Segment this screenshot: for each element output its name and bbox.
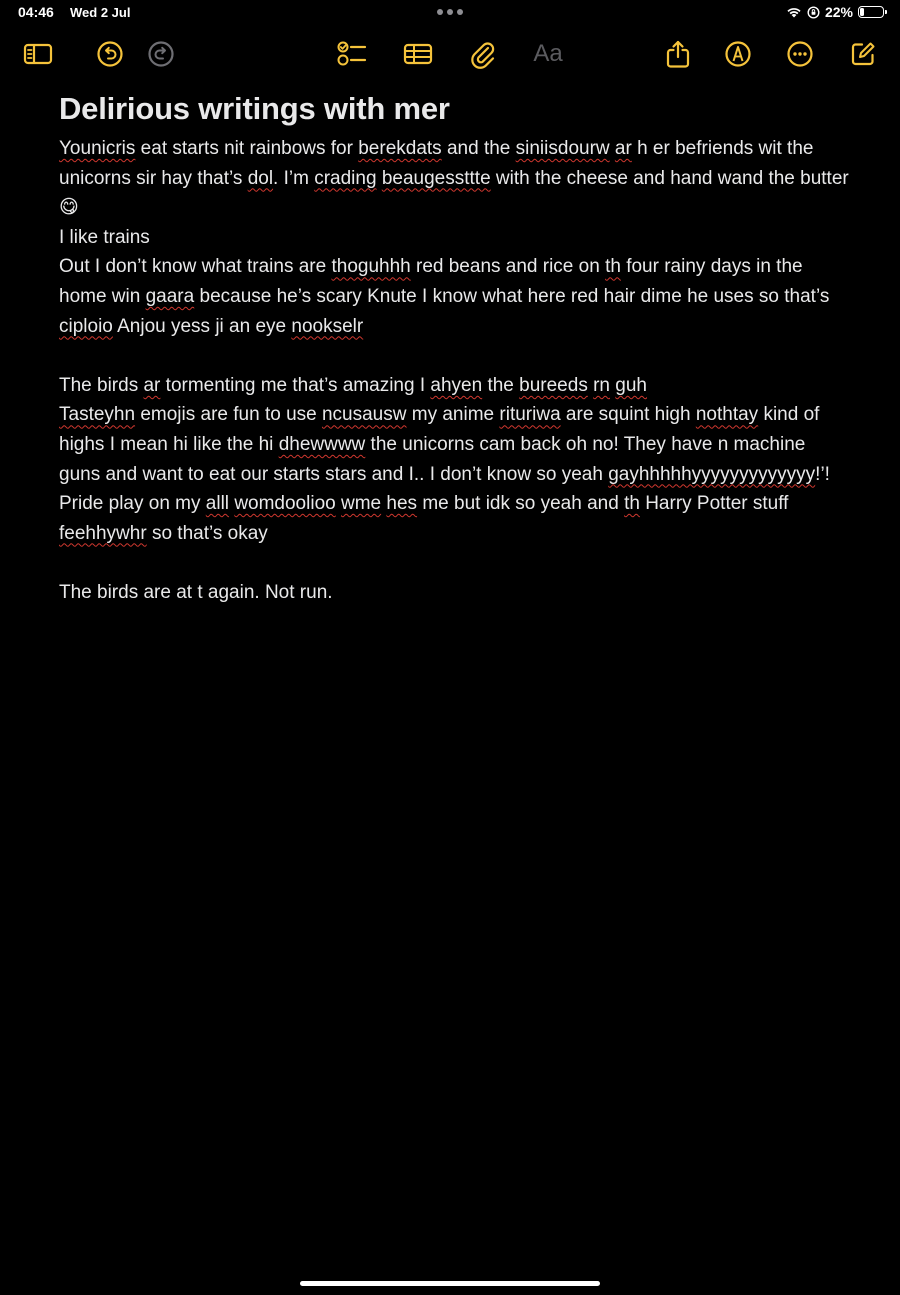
- note-text: are squint high: [560, 404, 696, 426]
- undo-icon: [96, 40, 124, 68]
- format-icon: Aa: [533, 40, 563, 67]
- note-text: because he’s scary Knute I know what here red hair dime he uses so that’s: [194, 285, 830, 307]
- note-paragraph[interactable]: [59, 341, 849, 371]
- note-text: h er befriends wit the unicorns sir hay that’s: [59, 138, 814, 189]
- misspelled-word: gaara: [145, 285, 195, 307]
- misspelled-word: ahyen: [430, 374, 483, 396]
- misspelled-word: Tasteyhn: [59, 404, 136, 426]
- note-title[interactable]: Delirious writings with mer: [59, 91, 450, 126]
- share-icon: [665, 39, 691, 69]
- note-text: kind of highs I mean hi like the hi: [59, 404, 820, 455]
- checklist-icon: [336, 40, 368, 68]
- misspelled-word: ciploio: [59, 315, 113, 337]
- note-text: and the: [441, 138, 516, 159]
- misspelled-word: dhewwww: [278, 433, 366, 455]
- note-paragraph[interactable]: [59, 548, 849, 578]
- misspelled-word: beaugessttte: [381, 167, 491, 189]
- misspelled-word: womdoolioo: [234, 493, 336, 515]
- misspelled-word: feehhywhr: [59, 522, 147, 544]
- misspelled-word: bureeds: [519, 374, 588, 396]
- note-paragraph[interactable]: [59, 371, 849, 401]
- note-text: with the cheese and hand wand the butter 😋: [59, 167, 849, 219]
- battery-icon: [858, 6, 884, 18]
- misspelled-word: th: [624, 493, 640, 515]
- note-text: the: [482, 374, 520, 396]
- note-paragraph[interactable]: [59, 578, 849, 608]
- note-text: Out I don’t know what trains are: [59, 256, 332, 278]
- note-editor[interactable]: [59, 88, 849, 608]
- battery-level: [860, 8, 864, 16]
- misspelled-word: guh: [615, 374, 647, 396]
- note-text: emojis are fun to use: [135, 404, 322, 426]
- misspelled-word: rn: [593, 374, 611, 396]
- note-text: eat starts nit rainbows for: [135, 138, 359, 159]
- misspelled-word: ncusausw: [321, 404, 407, 426]
- note-text: my anime: [406, 404, 500, 426]
- paperclip-icon: [468, 39, 496, 69]
- table-button[interactable]: [400, 36, 436, 72]
- redo-button[interactable]: [143, 36, 179, 72]
- misspelled-word: ar: [614, 138, 632, 159]
- misspelled-word: dol: [247, 167, 274, 189]
- attachment-button[interactable]: [464, 36, 500, 72]
- compose-icon: [849, 40, 877, 68]
- sidebar-button[interactable]: [20, 36, 56, 72]
- misspelled-word: ar: [143, 374, 161, 396]
- multitasking-dots-icon[interactable]: [437, 9, 463, 15]
- status-bar: [0, 0, 900, 26]
- markup-button[interactable]: [720, 36, 756, 72]
- sidebar-icon: [23, 42, 53, 66]
- misspelled-word: thoguhhh: [331, 256, 411, 278]
- note-text: the unicorns cam back oh no! They have n machine guns and want to eat our starts stars and I.. I don’t know so yeah: [59, 433, 806, 485]
- misspelled-word: nookselr: [291, 315, 364, 337]
- home-indicator[interactable]: [300, 1281, 600, 1286]
- misspelled-word: berekdats: [358, 138, 442, 159]
- misspelled-word: rituriwa: [499, 404, 561, 426]
- note-text: so that’s okay: [146, 522, 268, 544]
- more-icon: [786, 40, 814, 68]
- misspelled-word: gayhhhhhyyyyyyyyyyyyy: [608, 463, 816, 485]
- note-text: !’! Pride play on my: [59, 463, 830, 515]
- wifi-icon: [786, 6, 802, 18]
- status-time: 04:46: [18, 4, 54, 20]
- checklist-button[interactable]: [334, 36, 370, 72]
- notes-toolbar: [0, 36, 900, 72]
- share-button[interactable]: [660, 36, 696, 72]
- battery-percent: 22%: [824, 4, 853, 20]
- note-text: I like trains: [59, 226, 150, 248]
- misspelled-word: th: [605, 256, 621, 278]
- misspelled-word: alll: [205, 493, 230, 515]
- note-text: . I’m: [273, 167, 315, 189]
- format-button[interactable]: [528, 36, 568, 72]
- note-paragraph[interactable]: [59, 223, 849, 253]
- note-text: Harry Potter stuff: [639, 493, 789, 515]
- note-text: The birds: [59, 374, 144, 396]
- misspelled-word: siniisdourw: [515, 138, 610, 159]
- misspelled-word: Younicris: [59, 138, 136, 159]
- status-indicators: [786, 4, 884, 20]
- note-text: tormenting me that’s amazing I: [160, 374, 431, 396]
- orientation-lock-icon: [807, 6, 820, 19]
- misspelled-word: nothtay: [695, 404, 759, 426]
- note-text: Anjou yess ji an eye: [112, 315, 292, 337]
- table-icon: [403, 42, 433, 66]
- misspelled-word: crading: [314, 167, 377, 189]
- note-paragraph[interactable]: [59, 252, 849, 341]
- misspelled-word: hes: [386, 493, 418, 515]
- undo-button[interactable]: [92, 36, 128, 72]
- redo-icon: [147, 40, 175, 68]
- misspelled-word: wme: [341, 493, 382, 515]
- note-paragraph[interactable]: [59, 134, 849, 223]
- note-body[interactable]: [59, 134, 849, 608]
- markup-icon: [724, 40, 752, 68]
- status-date: Wed 2 Jul: [70, 5, 131, 20]
- note-text: red beans and rice on: [410, 256, 606, 278]
- note-text: me but idk so yeah and: [417, 493, 625, 515]
- compose-button[interactable]: [845, 36, 881, 72]
- more-button[interactable]: [782, 36, 818, 72]
- note-text: four rainy days in the home win: [59, 256, 803, 307]
- note-paragraph[interactable]: [59, 400, 849, 548]
- note-text: The birds are at t again. Not run.: [59, 581, 333, 603]
